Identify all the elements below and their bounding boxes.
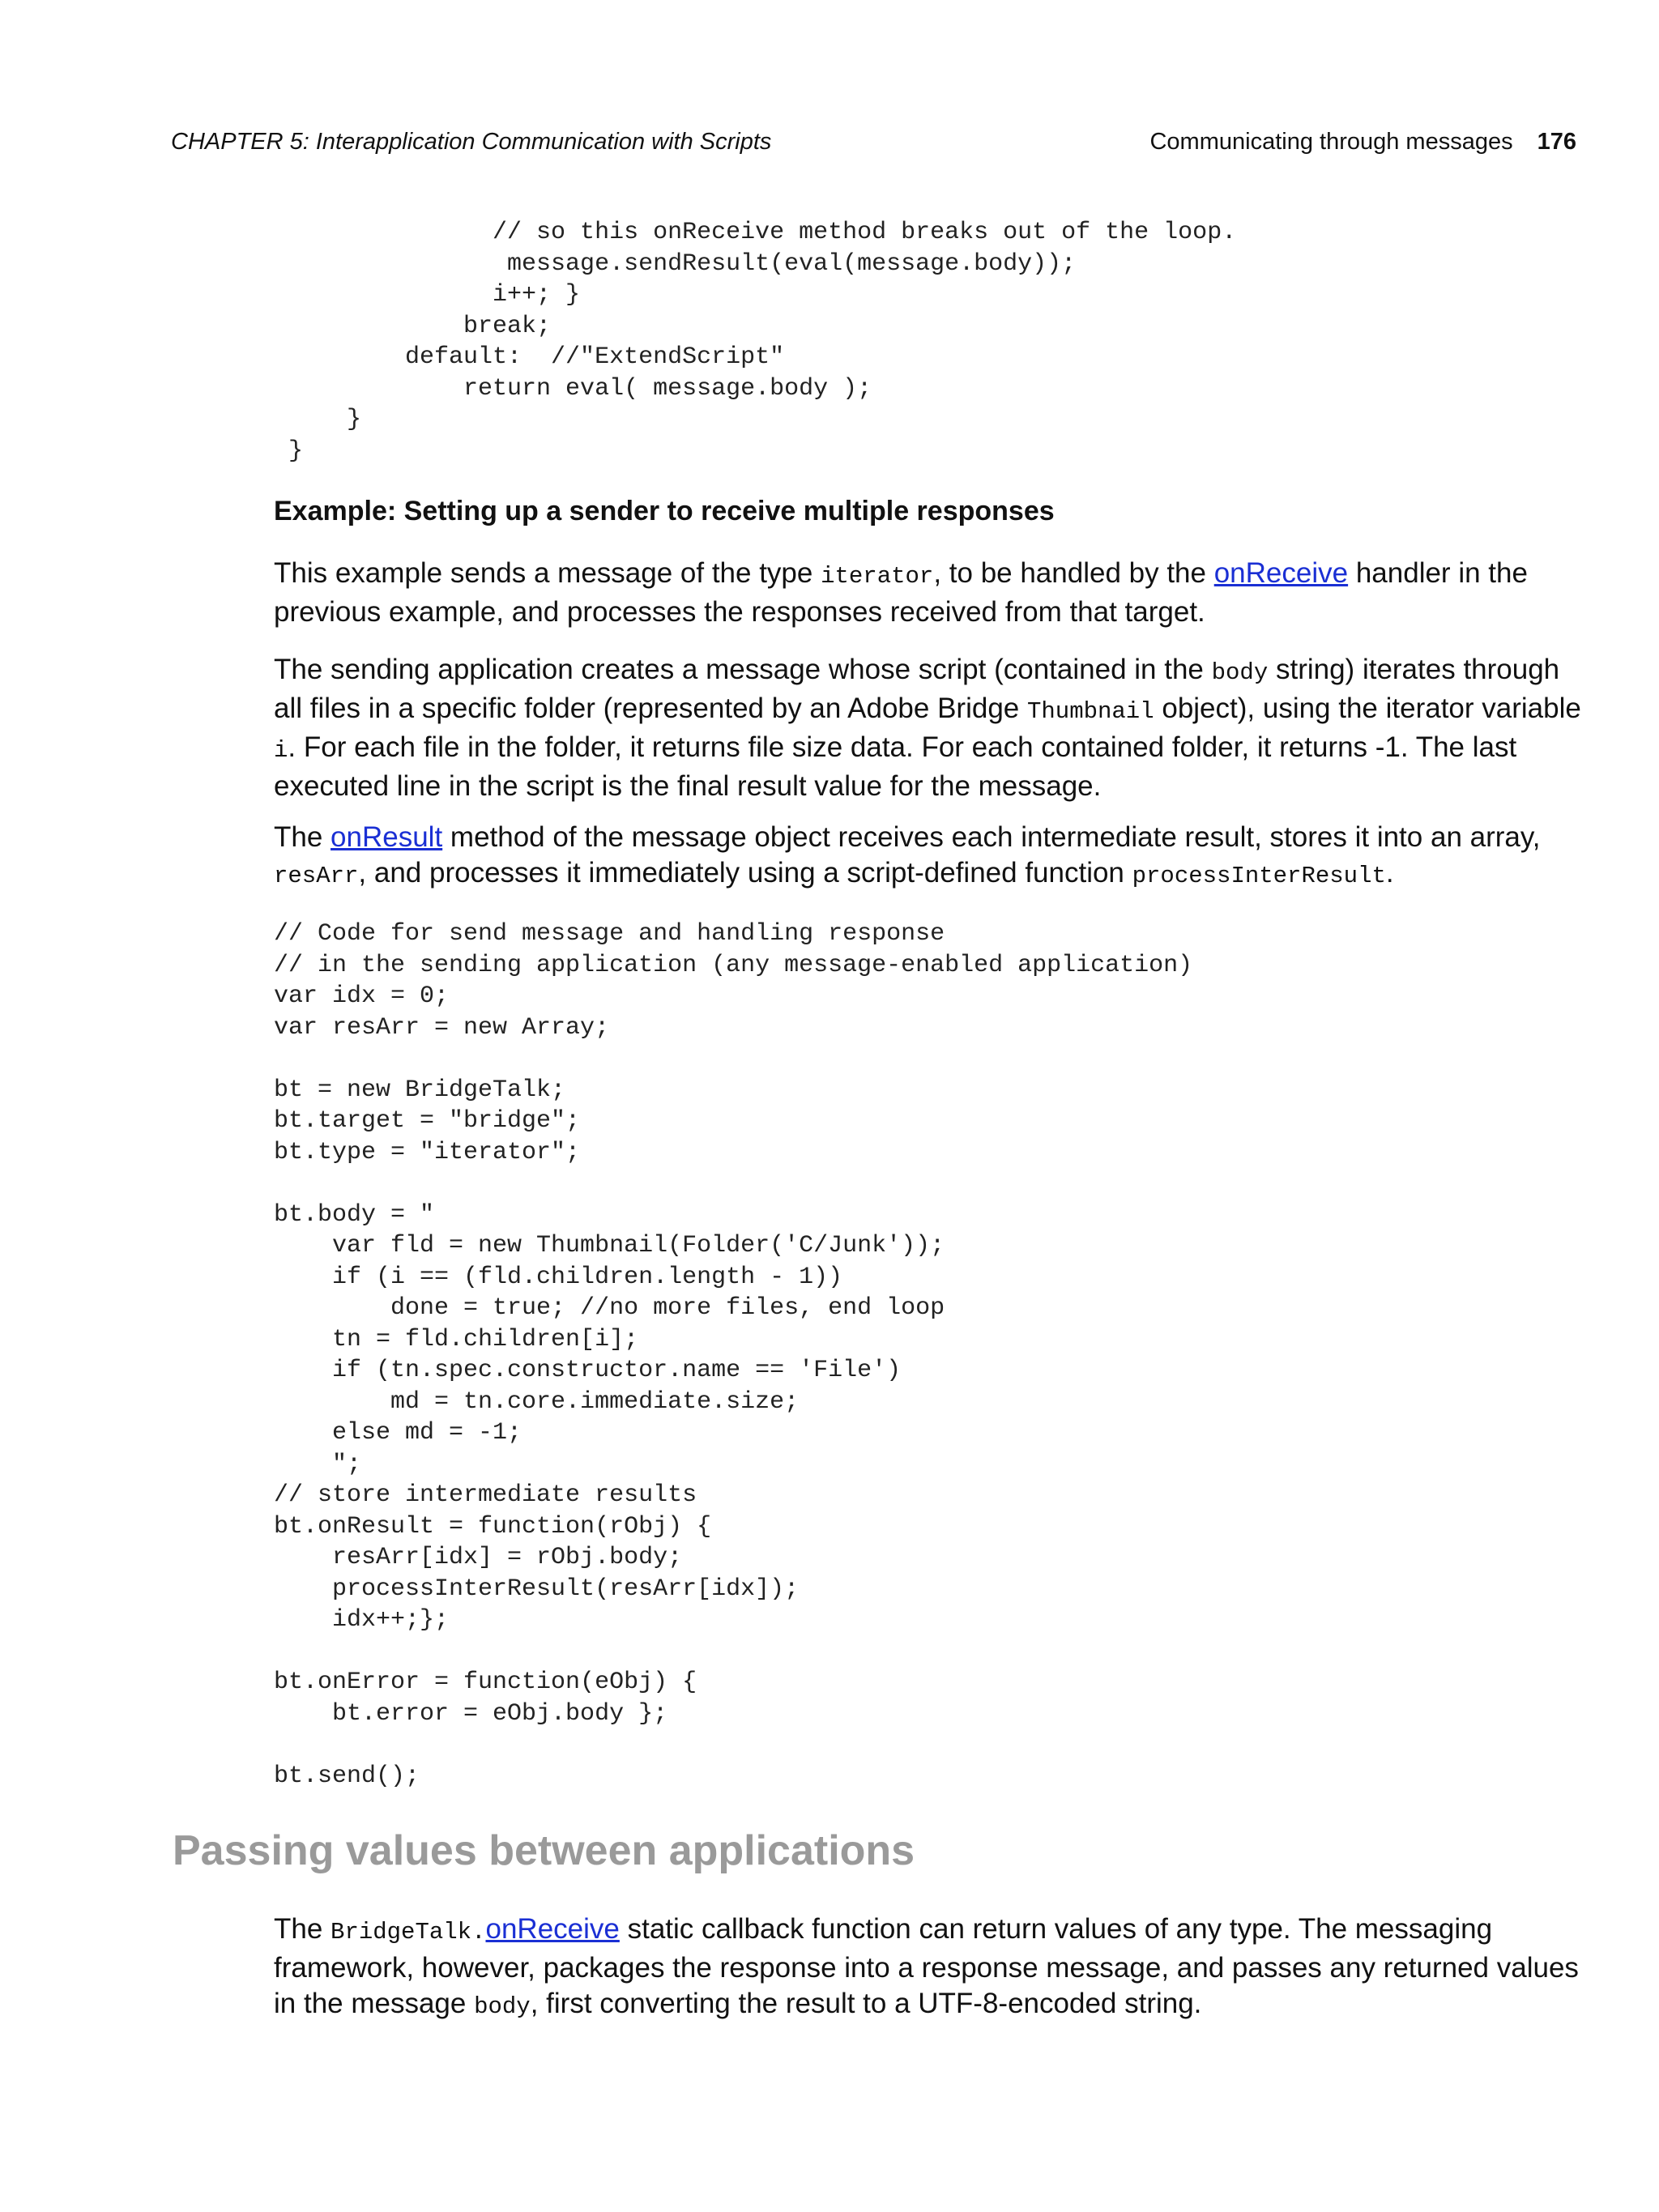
text: , first converting the result to a UTF-8-encoded string. [530,1988,1202,2019]
running-header-section: Communicating through messages [1149,129,1513,155]
example-heading: Example: Setting up a sender to receive multiple responses [274,496,1055,526]
text: string) iterates through all files in a specific folder (represented by an Adobe Bridge [274,654,1560,724]
section-heading: Passing values between applications [173,1827,915,1874]
running-header-right [1149,129,1576,156]
text: . [1385,857,1394,889]
text: handler in the previous example, and processes the responses received from that target. [274,557,1528,628]
code-block-example: // Code for send message and handling response // in the sending application (any message-enabled application) var idx = 0; var resArr = new Array; bt = new BridgeTalk; bt.target = "bridge"; bt.type = "iterator"; bt.body = " var fld = new Thumbnail(Folder('C/Junk')); if (i == (fld.children.length - 1)) done = true; //no more files, end loop tn = fld.children[i]; if (tn.spec.constructor.name == 'File') md = tn.core.immediate.size; else md = -1; "; // store intermediate results bt.onResult = function(rObj) { resArr[idx] = rObj.body; processInterResult(resArr[idx]); idx++;}; bt.onError = function(eObj) { bt.error = eObj.body }; bt.send(); [274,920,1193,1790]
running-header-chapter: CHAPTER 5: Interapplication Communication with Scripts [171,129,772,155]
example-paragraph-3 [274,820,1586,894]
inline-code: processInterResult [1132,863,1386,889]
inline-code: body [1211,659,1269,686]
onresult-link[interactable]: onResult [331,821,443,853]
passing-paragraph [274,1912,1586,2025]
inline-code: BridgeTalk. [331,1919,486,1946]
inline-code: iterator [821,563,934,590]
text: The [274,1913,331,1945]
inline-code: Thumbnail [1026,698,1154,725]
text: This example sends a message of the type [274,557,821,589]
text: , and processes it immediately using a script-defined function [358,857,1132,889]
inline-code: resArr [274,863,359,889]
code-block-top: // so this onReceive method breaks out of the loop. message.sendResult(eval(message.body)); i++; } break; default: //"ExtendScript" return eval( message.body ); } } [288,219,1237,465]
text: method of the message object receives each intermediate result, stores it into an array, [442,821,1541,853]
inline-code: body [474,1993,531,2020]
text: . For each file in the folder, it returns file size data. For each contained folder, it returns -1. The last executed line in the script is the final result value for the message. [274,731,1517,802]
example-paragraph-1 [274,556,1586,630]
onreceive-link[interactable]: onReceive [485,1913,620,1945]
text: , to be handled by the [933,557,1214,589]
page-number: 176 [1537,129,1576,155]
text: static callback function can return values of any type. The messaging framework, however, packages the response into a response message, and passes any returned values in the message [274,1913,1579,2019]
example-paragraph-2 [274,652,1586,804]
text: The sending application creates a message whose script (contained in the [274,654,1212,685]
inline-code: i [274,737,288,764]
text: The [274,821,331,853]
onreceive-link[interactable]: onReceive [1213,557,1349,589]
text: object), using the iterator variable [1154,693,1581,724]
